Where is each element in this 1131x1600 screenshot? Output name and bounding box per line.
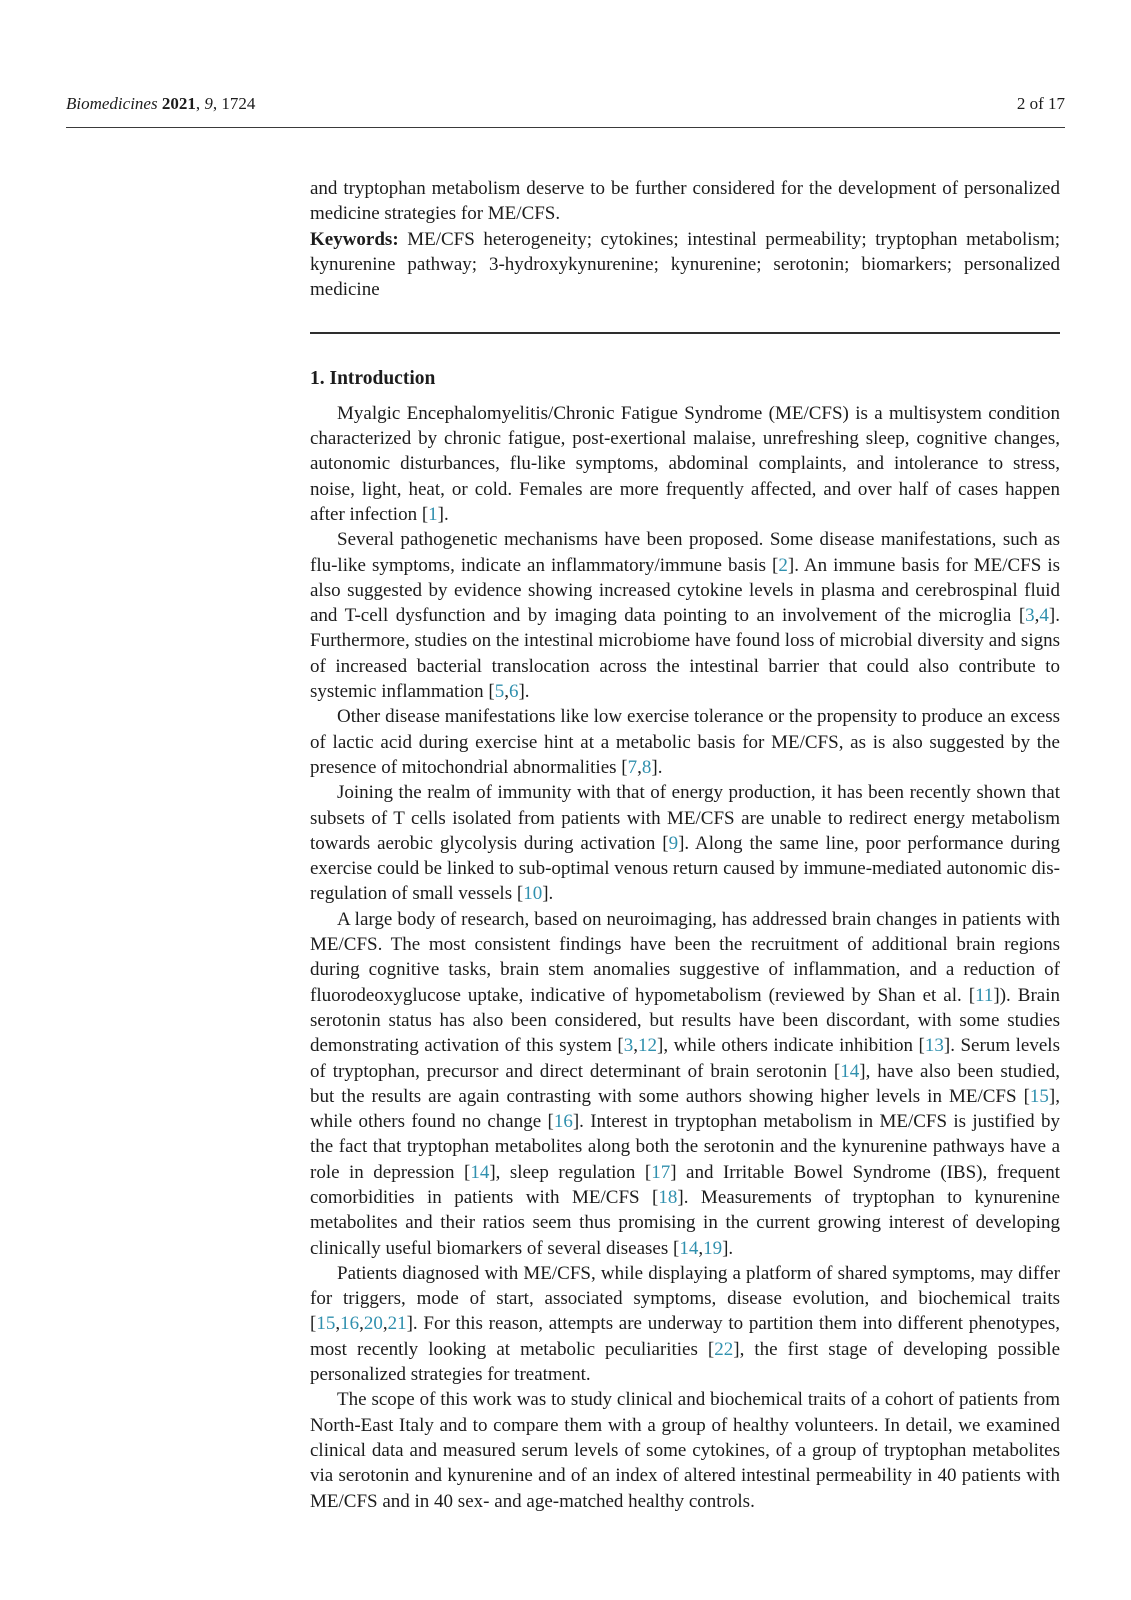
section-divider: [310, 332, 1060, 334]
citation-ref-21[interactable]: 21: [387, 1313, 407, 1335]
citation-ref-12[interactable]: 12: [638, 1035, 658, 1057]
abstract-continuation: and tryptophan metabolism deserve to be further considered for the development of personalized medicine strategies for ME/CFS.: [310, 178, 1060, 225]
citation-ref-14[interactable]: 14: [840, 1060, 860, 1082]
citation-ref-15[interactable]: 15: [316, 1313, 336, 1335]
keywords: [310, 227, 1060, 303]
page-content: [310, 176, 1060, 1514]
header-rule: [66, 127, 1065, 128]
citation-ref-20[interactable]: 20: [363, 1313, 383, 1335]
citation-ref-5[interactable]: 5: [494, 681, 505, 703]
citation-ref-4[interactable]: 4: [1039, 605, 1049, 627]
citation-ref-3[interactable]: 3: [1025, 605, 1035, 627]
citation-ref-9[interactable]: 9: [668, 832, 679, 854]
citation-ref-3[interactable]: 3: [623, 1035, 634, 1057]
page-number: 2 of 17: [1016, 94, 1065, 113]
citation-ref-10[interactable]: 10: [523, 883, 543, 905]
intro-paragraph-1: Myalgic Encephalomyelitis/Chronic Fatigue Syndrome (ME/CFS) is a multisystem condition characterized by chronic fatigue, post-exertional malaise, unrefreshing sleep, cognitive changes, autonomic disturbances, flu-like symptoms, abdominal complaints, and intolerance to stress, noise, light, heat, or cold. Females are more frequently affected, and over half of cases happen after infection [1].: [310, 402, 1060, 525]
citation-ref-1[interactable]: 1: [428, 503, 438, 525]
intro-paragraph-2: Several pathogenetic mechanisms have been proposed. Some disease manifestations, such as flu-like symptoms, indicate an inflammatory/immune basis [2]. An immune basis for ME/CFS is also suggested by evidence showing increased cytokine levels in plasma and cerebrospinal fluid and T-cell dysfunction and by imaging data pointing to an involvement of the microglia [3,4]. Furthermore, studies on the intestinal microbiome have found loss of microbial diversity and signs of increased bacterial translocation across the intestinal barrier that could also contribute to systemic inflammation [5,6].: [310, 529, 1060, 703]
intro-paragraph-7: The scope of this work was to study clinical and biochemical traits of a cohort of patients from North-East Italy and to compare them with a group of healthy volunteers. In detail, we examined clinical data and measured serum levels of some cytokines, of a group of tryptophan metabolites via serotonin and kynurenine and of an index of altered intestinal permeability in 40 patients with ME/CFS and in 40 sex- and age-matched healthy controls.: [310, 1389, 1060, 1512]
citation-ref-17[interactable]: 17: [651, 1161, 671, 1183]
citation-ref-22[interactable]: 22: [714, 1338, 734, 1360]
journal-citation: [66, 94, 255, 114]
intro-paragraph-4: Joining the realm of immunity with that of energy production, it has been recently shown that subsets of T cells isolated from patients with ME/CFS are unable to redirect energy metabolism towards aerobic glycolysis during activation [9]. Along the same line, poor performance during exercise could be linked to sub-optimal venous return caused by immune-mediated autonomic dis-regulation of small vessels [10].: [310, 782, 1061, 905]
section-heading-introduction: 1. Introduction: [310, 368, 436, 390]
citation-ref-8[interactable]: 8: [641, 756, 652, 778]
citation-ref-13[interactable]: 13: [924, 1035, 944, 1057]
citation-ref-19[interactable]: 19: [703, 1237, 723, 1259]
citation-ref-14[interactable]: 14: [470, 1161, 490, 1183]
keywords-text: ME/CFS heterogeneity; cytokines; intestinal permeability; tryptophan metabolism; kynurenine pathway; 3-hydroxykynurenine; kynurenine; serotonin; biomarkers; personalized medicine: [310, 228, 1061, 301]
running-header: [66, 94, 1065, 114]
text-run: 9: [204, 94, 213, 113]
citation-ref-15[interactable]: 15: [1029, 1085, 1049, 1107]
intro-paragraph-5: A large body of research, based on neuroimaging, has addressed brain changes in patients with ME/CFS. The most consistent findings have been the recruitment of additional brain regions during cognitive tasks, brain stem anomalies suggestive of inflammation, and a reduction of fluorodeoxyglucose uptake, indicative of hypometabolism (reviewed by Shan et al. [11]). Brain serotonin status has also been considered, but results have been discordant, with some studies demonstrating activation of this system [3,12], while others indicate inhibition [13]. Serum levels of tryptophan, precursor and direct determinant of brain serotonin [14], have also been studied, but the results are again contrasting with some authors showing higher levels in ME/CFS [15], while others found no change [16]. Interest in tryptophan metabolism in ME/CFS is justified by the fact that tryptophan metabolites along both the serotonin and the kynurenine pathways have a role in depression [14], sleep regulation [17] and Irritable Bowel Syndrome (IBS), frequent comorbidities in patients with ME/CFS [18]. Measurements of tryptophan to kynurenine metabolites and their ratios seem thus promising in the current growing interest of developing clinically useful biomarkers of several diseases [14,19].: [310, 908, 1061, 1259]
citation-ref-16[interactable]: 16: [553, 1111, 573, 1133]
citation-ref-7[interactable]: 7: [627, 756, 638, 778]
text-run: Biomedicines: [66, 94, 162, 113]
citation-ref-18[interactable]: 18: [658, 1186, 678, 1208]
text-run: 2021: [161, 94, 196, 113]
text-run: ,: [195, 94, 205, 113]
citation-ref-14[interactable]: 14: [679, 1237, 699, 1259]
text-run: , 1724: [212, 94, 256, 113]
citation-ref-2[interactable]: 2: [778, 554, 788, 576]
citation-ref-6[interactable]: 6: [508, 681, 519, 703]
citation-ref-11[interactable]: 11: [975, 984, 994, 1006]
intro-paragraph-6: Patients diagnosed with ME/CFS, while displaying a platform of shared symptoms, may differ for triggers, mode of start, associated symptoms, disease evolution, and biochemical traits [15,16,20,21]. For this reason, attempts are underway to partition them into different phenotypes, most recently looking at metabolic peculiarities [22], the first stage of developing possible personalized strategies for treatment.: [310, 1262, 1060, 1386]
citation-ref-16[interactable]: 16: [340, 1313, 360, 1335]
intro-paragraph-3: Other disease manifestations like low exercise tolerance or the propensity to produce an excess of lactic acid during exercise hint at a metabolic basis for ME/CFS, as is also suggested by the presence of mitochondrial abnormalities [7,8].: [310, 706, 1060, 778]
keywords-label: Keywords:: [310, 228, 399, 250]
